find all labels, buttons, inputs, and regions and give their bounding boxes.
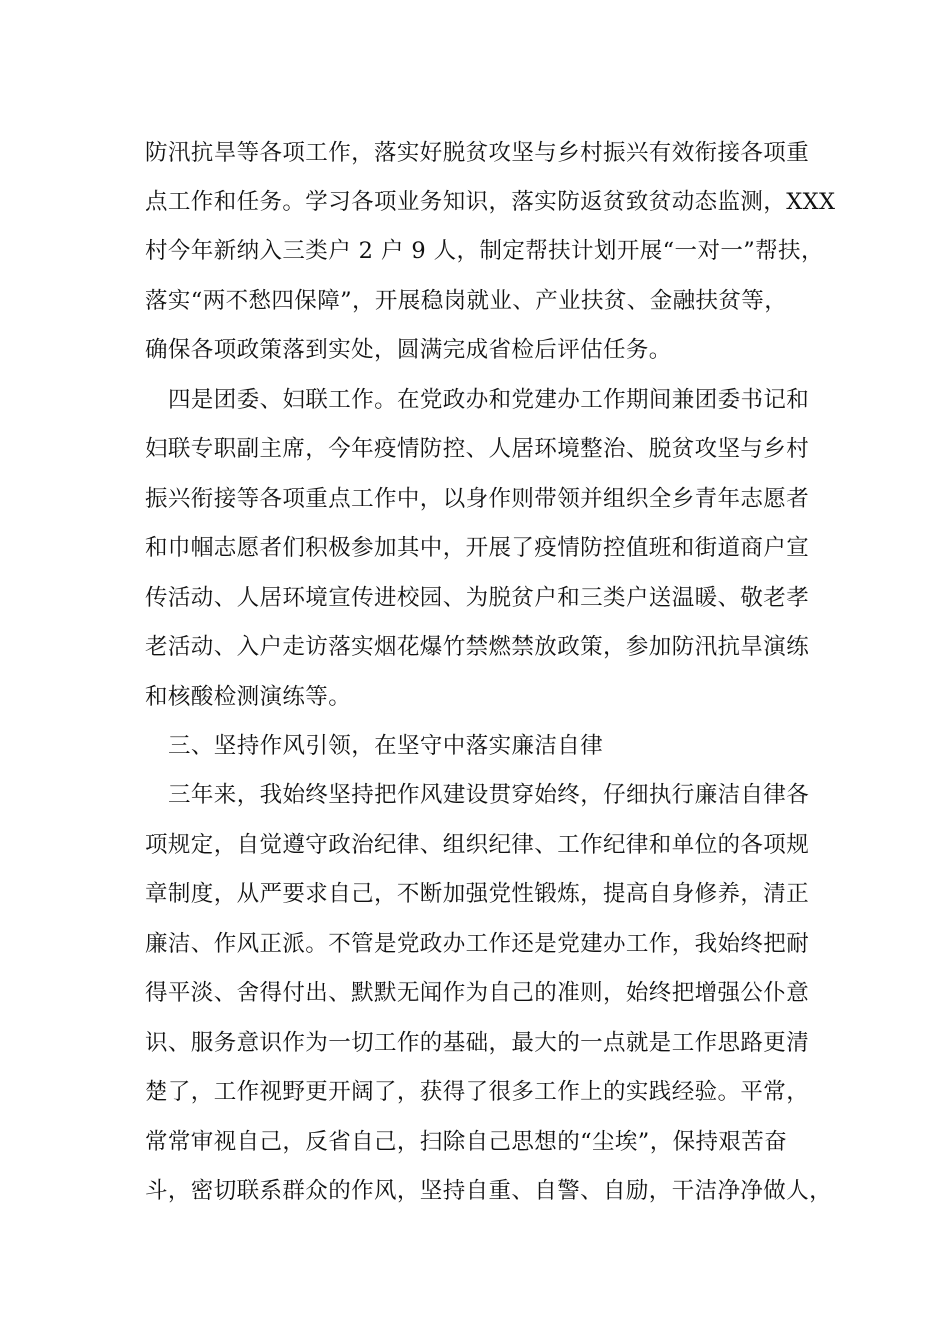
- text-line: 妇联专职副主席，今年疫情防控、人居环境整治、脱贫攻坚与乡村: [145, 436, 810, 462]
- text-line: 防汛抗旱等各项工作，落实好脱贫攻坚与乡村振兴有效衔接各项重: [145, 140, 810, 166]
- text-line: 落实“两不愁四保障”，开展稳岗就业、产业扶贫、金融扶贫等，: [145, 288, 788, 314]
- text-line: 确保各项政策落到实处，圆满完成省检后评估任务。: [145, 337, 672, 363]
- section-heading: 三、坚持作风引领，在坚守中落实廉洁自律: [168, 733, 604, 759]
- text-line: 和巾帼志愿者们积极参加其中，开展了疫情防控值班和街道商户宣: [145, 535, 810, 561]
- paragraph-start-line: 四是团委、妇联工作。在党政办和党建办工作期间兼团委书记和: [168, 387, 810, 413]
- text-line: 传活动、人居环境宣传进校园、为脱贫户和三类户送温暖、敬老孝: [145, 585, 810, 611]
- text-line: 村今年新纳入三类户 2 户 9 人，制定帮扶计划开展“一对一”帮扶，: [145, 238, 824, 264]
- text-line: 老活动、入户走访落实烟花爆竹禁燃禁放政策，参加防汛抗旱演练: [145, 634, 810, 660]
- text-line: 点工作和任务。学习各项业务知识，落实防返贫致贫动态监测，XXX: [145, 189, 836, 215]
- text-line: 项规定，自觉遵守政治纪律、组织纪律、工作纪律和单位的各项规: [145, 832, 810, 858]
- text-line: 廉洁、作风正派。不管是党政办工作还是党建办工作，我始终把耐: [145, 931, 810, 957]
- text-line: 章制度，从严要求自己，不断加强党性锻炼，提高自身修养，清正: [145, 881, 810, 907]
- paragraph-start-line: 三年来，我始终坚持把作风建设贯穿始终，仔细执行廉洁自律各: [168, 782, 810, 808]
- text-line: 识、服务意识作为一切工作的基础，最大的一点就是工作思路更清: [145, 1030, 810, 1056]
- text-line: 振兴衔接等各项重点工作中，以身作则带领并组织全乡青年志愿者: [145, 486, 810, 512]
- text-line: 得平淡、舍得付出、默默无闻作为自己的准则，始终把增强公仆意: [145, 980, 810, 1006]
- text-line: 常常审视自己，反省自己，扫除自己思想的“尘埃”，保持艰苦奋: [145, 1129, 788, 1155]
- text-line: 斗，密切联系群众的作风，坚持自重、自警、自励，干洁净净做人，: [145, 1178, 833, 1204]
- text-line: 和核酸检测演练等。: [145, 684, 352, 710]
- text-line: 楚了，工作视野更开阔了，获得了很多工作上的实践经验。平常，: [145, 1079, 810, 1105]
